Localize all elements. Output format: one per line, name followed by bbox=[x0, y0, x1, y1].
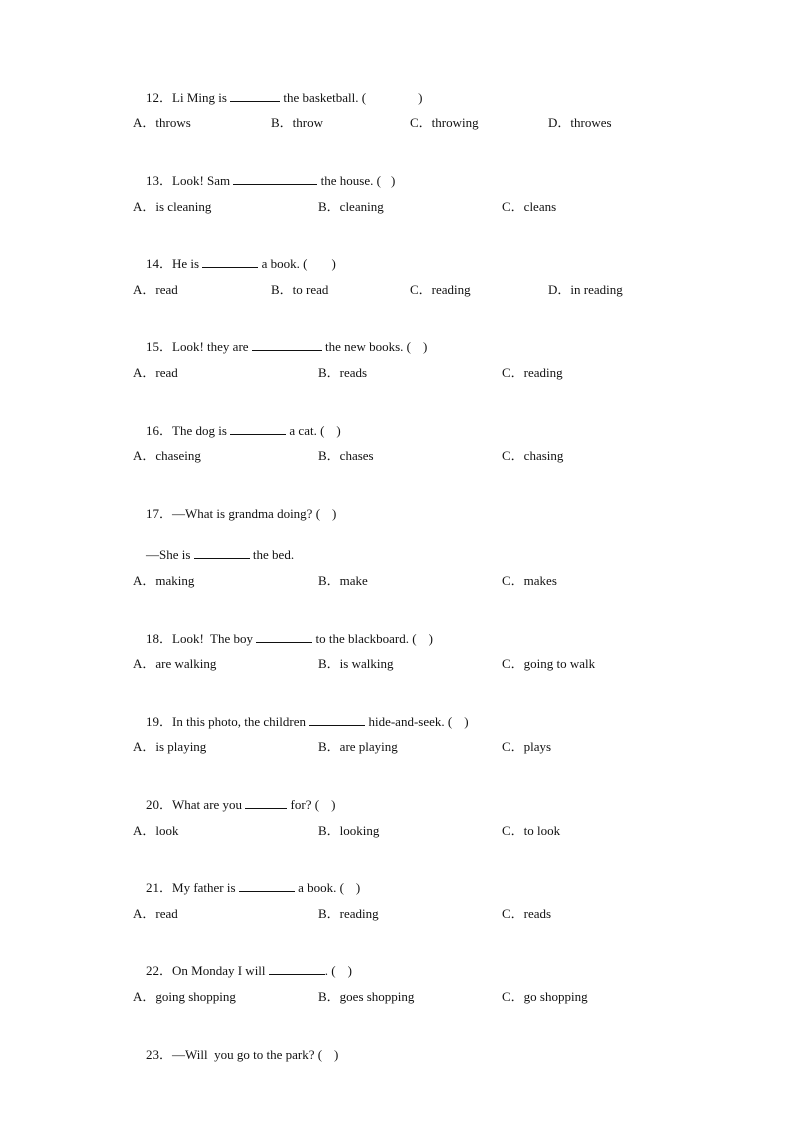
question-stem-before: Look! they are bbox=[172, 339, 252, 354]
response-before: —She is bbox=[146, 547, 194, 562]
question-stem-close: ) bbox=[355, 880, 361, 895]
question-21 bbox=[133, 864, 360, 912]
option-a: A．going shopping bbox=[133, 989, 236, 1004]
option-b: B．throw bbox=[271, 115, 324, 130]
question-stem-after: for? ( bbox=[287, 797, 320, 812]
question-stem-close: ) bbox=[331, 256, 336, 271]
option-b: B．looking bbox=[318, 823, 380, 838]
answer-blank bbox=[252, 339, 322, 351]
question-stem-before: He is bbox=[172, 256, 203, 271]
question-stem-close: ) bbox=[331, 797, 336, 812]
question-number: 20． bbox=[146, 797, 173, 812]
question-number: 13． bbox=[146, 173, 173, 188]
question-14 bbox=[133, 240, 336, 288]
option-a: A．is cleaning bbox=[133, 199, 212, 214]
option-d: D．in reading bbox=[548, 282, 623, 297]
question-stem-after: a book. ( bbox=[294, 880, 344, 895]
option-a: A．making bbox=[133, 573, 195, 588]
option-a: A．chaseing bbox=[133, 448, 201, 463]
question-stem-after: the basketball. ( bbox=[280, 90, 367, 105]
answer-blank bbox=[309, 714, 365, 726]
question-stem-close: ) bbox=[464, 714, 469, 729]
question-stem-after: to the blackboard. ( bbox=[312, 631, 417, 646]
option-a: A．read bbox=[133, 365, 178, 380]
question-stem-after: the house. ( bbox=[317, 173, 381, 188]
question-number: 14． bbox=[146, 256, 173, 271]
question-number: 12． bbox=[146, 90, 173, 105]
question-stem-before: The dog is bbox=[172, 423, 231, 438]
question-23 bbox=[133, 1031, 338, 1079]
question-stem-before: Look! The boy bbox=[172, 631, 257, 646]
option-b: B．make bbox=[318, 573, 368, 588]
option-c: C．going to walk bbox=[502, 656, 596, 671]
option-c: C．plays bbox=[502, 739, 552, 754]
question-number: 21． bbox=[146, 880, 173, 895]
question-number: 19． bbox=[146, 714, 173, 729]
question-stem-close: ) bbox=[428, 631, 433, 646]
question-stem-before: Li Ming is bbox=[172, 90, 231, 105]
option-c: C．cleans bbox=[502, 199, 557, 214]
option-b: B．chases bbox=[318, 448, 374, 463]
option-a: A．are walking bbox=[133, 656, 217, 671]
question-13 bbox=[133, 157, 395, 205]
answer-blank bbox=[230, 423, 286, 435]
answer-blank bbox=[202, 256, 258, 268]
option-c: C．makes bbox=[502, 573, 557, 588]
question-number: 23． bbox=[146, 1047, 173, 1062]
question-stem-before: —Will you go to the park? ( bbox=[172, 1047, 323, 1062]
response-after: the bed. bbox=[249, 547, 295, 562]
question-stem-after: a book. ( bbox=[258, 256, 308, 271]
option-c: C．throwing bbox=[410, 115, 479, 130]
question-stem-close: ) bbox=[334, 1047, 339, 1062]
option-b: B．reads bbox=[318, 365, 368, 380]
question-stem-after: hide-and-seek. ( bbox=[365, 714, 453, 729]
option-b: B．are playing bbox=[318, 739, 398, 754]
question-15 bbox=[133, 323, 427, 371]
question-number: 22． bbox=[146, 963, 173, 978]
answer-blank bbox=[239, 880, 295, 892]
question-stem-close: ) bbox=[418, 90, 423, 105]
option-b: B．reading bbox=[318, 906, 379, 921]
question-stem-close: ) bbox=[390, 173, 396, 188]
option-a: A．is playing bbox=[133, 739, 207, 754]
question-20 bbox=[133, 781, 335, 829]
question-stem-before: Look! Sam bbox=[172, 173, 234, 188]
question-number: 17． bbox=[146, 506, 173, 521]
question-22 bbox=[133, 947, 352, 995]
option-a: A．throws bbox=[133, 115, 191, 130]
question-stem-after: the new books. ( bbox=[321, 339, 411, 354]
question-stem-after: . ( bbox=[324, 963, 336, 978]
option-a: A．look bbox=[133, 823, 179, 838]
option-c: C．go shopping bbox=[502, 989, 588, 1004]
option-b: B．goes shopping bbox=[318, 989, 415, 1004]
answer-blank bbox=[194, 547, 250, 559]
answer-blank bbox=[230, 90, 280, 102]
question-stem-after: a cat. ( bbox=[286, 423, 325, 438]
answer-blank bbox=[256, 631, 312, 643]
option-a: A．read bbox=[133, 906, 178, 921]
option-c: C．to look bbox=[502, 823, 561, 838]
option-b: B．cleaning bbox=[318, 199, 384, 214]
answer-blank bbox=[233, 173, 317, 185]
question-stem-close: ) bbox=[347, 963, 352, 978]
option-c: C．reading bbox=[502, 365, 563, 380]
question-stem-before: My father is bbox=[172, 880, 239, 895]
question-stem-close: ) bbox=[422, 339, 428, 354]
question-number: 15． bbox=[146, 339, 173, 354]
answer-blank bbox=[269, 963, 325, 975]
option-a: A．read bbox=[133, 282, 178, 297]
option-c: C．chasing bbox=[502, 448, 564, 463]
question-17-response-line bbox=[133, 531, 294, 579]
answer-blank bbox=[245, 797, 287, 809]
question-stem-close: ) bbox=[332, 506, 337, 521]
question-stem-close: ) bbox=[336, 423, 341, 438]
question-stem-before: In this photo, the children bbox=[172, 714, 310, 729]
option-c: C．reads bbox=[502, 906, 552, 921]
question-stem-before: What are you bbox=[172, 797, 246, 812]
question-stem-before: On Monday I will bbox=[172, 963, 269, 978]
option-d: D．throwes bbox=[548, 115, 612, 130]
option-b: B．is walking bbox=[318, 656, 394, 671]
question-number: 16． bbox=[146, 423, 173, 438]
question-number: 18． bbox=[146, 631, 173, 646]
question-stem-before: —What is grandma doing? ( bbox=[172, 506, 321, 521]
option-c: C．reading bbox=[410, 282, 471, 297]
option-b: B．to read bbox=[271, 282, 329, 297]
